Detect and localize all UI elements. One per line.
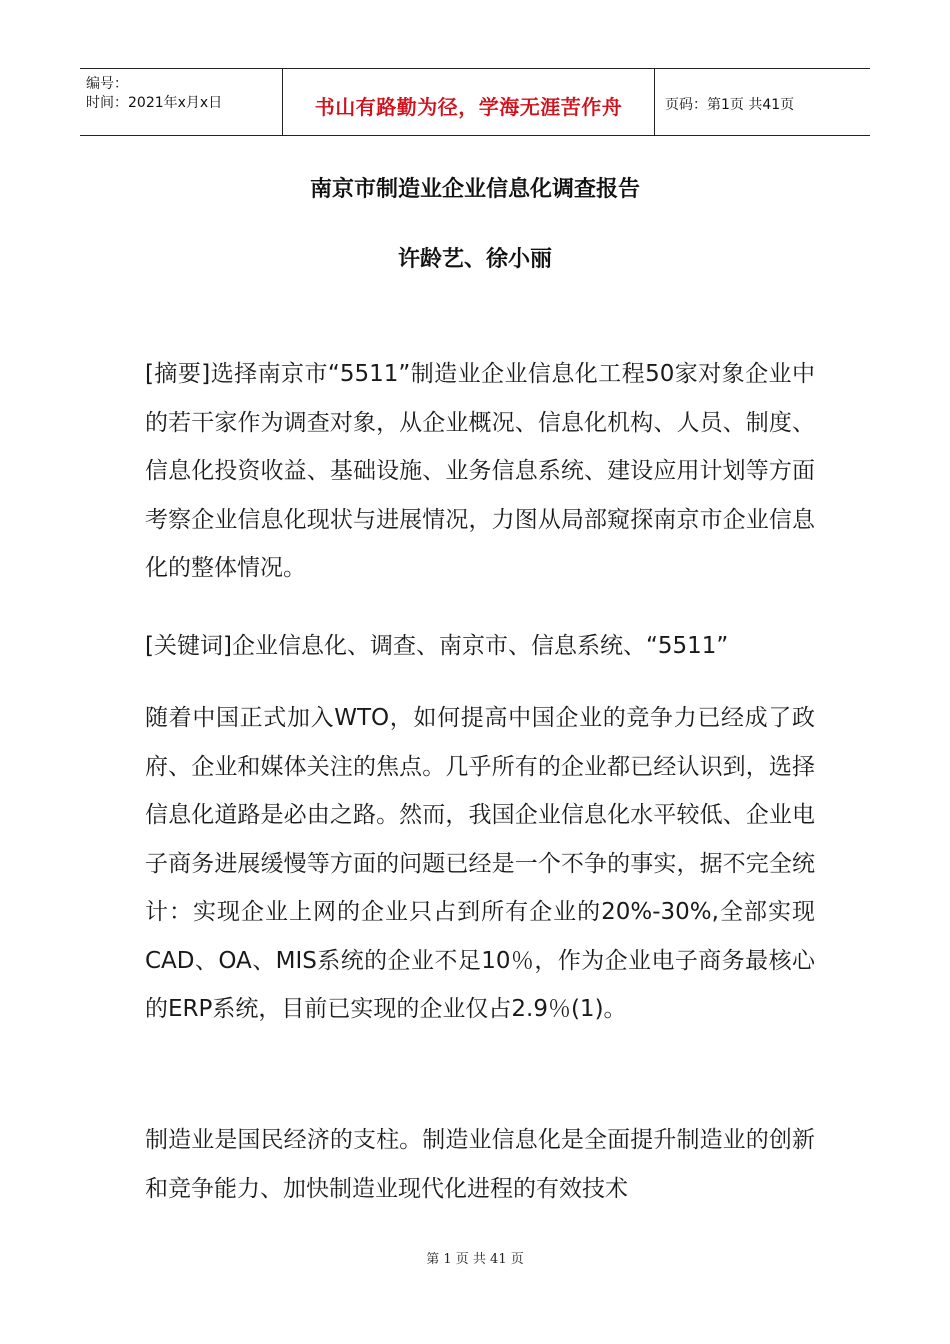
page-info: 页码：第1页 共41页 [665, 97, 795, 113]
header-left-cell [80, 69, 282, 135]
body-paragraph-1: 随着中国正式加入WTO，如何提高中国企业的竞争力已经成了政府、企业和媒体关注的焦点。几乎所有的企业都已经认识到，选择信息化道路是必由之路。然而，我国企业信息化水平较低、企业电子商务进展缓慢等方面的问题已经是一个不争的事实，据不完全统计：实现企业上网的企业只占到所有企业的20%-30%,全部实现CAD、OA、MIS系统的企业不足10％，作为企业电子商务最核心的ERP系统，目前已实现的企业仅占2.9％(1)。 [145, 705, 815, 1022]
header-page-cell [655, 69, 870, 135]
time-label: 时间：2021年x月x日 [86, 95, 223, 111]
page-footer: 第 1 页 共 41 页 [426, 1252, 524, 1267]
body-paragraph-2: 制造业是国民经济的支柱。制造业信息化是全面提升制造业的创新和竞争能力、加快制造业现代化进程的有效技术 [145, 1127, 815, 1202]
keywords-paragraph: [关键词]企业信息化、调查、南京市、信息系统、“5511” [145, 633, 729, 659]
motto-text: 书山有路勤为径，学海无涯苦作舟 [314, 95, 623, 119]
number-label: 编号： [86, 76, 128, 92]
abstract-paragraph: [摘要]选择南京市“5511”制造业企业信息化工程50家对象企业中的若干家作为调查对象，从企业概况、信息化机构、人员、制度、信息化投资收益、基础设施、业务信息系统、建设应用计划等方面考察企业信息化现状与进展情况，力图从局部窥探南京市企业信息化的整体情况。 [145, 361, 815, 581]
document-title: 南京市制造业企业信息化调查报告 [309, 176, 640, 202]
header-table [80, 68, 870, 136]
header-motto-cell [282, 69, 655, 135]
document-authors: 许龄艺、徐小丽 [397, 246, 552, 272]
